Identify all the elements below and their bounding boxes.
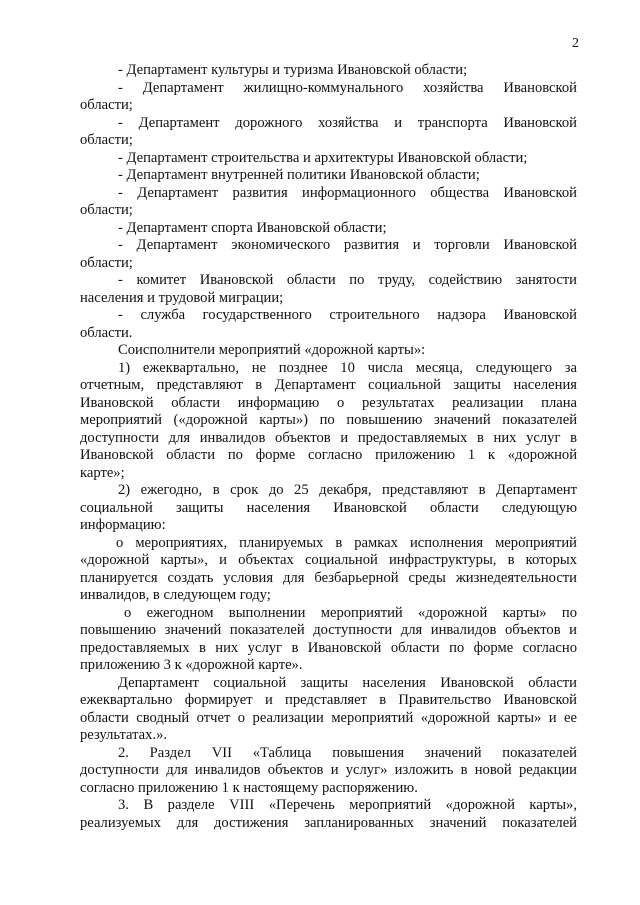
text-line: о мероприятиях, планируемых в рамках исполнения мероприятий	[116, 534, 577, 551]
text-line: населения и трудовой миграции;	[80, 289, 284, 306]
text-line: повышению значений показателей доступности для инвалидов объектов и	[80, 622, 577, 638]
text-line: «дорожной карты», и объектах социальной инфраструктуры, в которых	[80, 552, 577, 568]
text-line: реализуемых для достижения запланированных значений показателей	[80, 814, 577, 831]
text-line: Ивановской области информацию о результатах реализации плана	[80, 394, 577, 411]
text-line: инвалидов, в следующем году;	[80, 587, 271, 603]
document-body	[80, 62, 577, 832]
text-line: области;	[80, 202, 133, 218]
text-line: планируется создать условия для безбарьерной среды жизнедеятельности	[80, 569, 577, 586]
text-line: 3. В разделе VIII «Перечень мероприятий «дорожной карты»,	[118, 797, 577, 813]
text-line: - комитет Ивановской области по труду, содействию занятости	[118, 272, 577, 288]
text-line: области.	[80, 324, 133, 341]
text-line: мероприятий («дорожной карты») по повышению значений показателей	[80, 412, 577, 428]
text-line: - Департамент строительства и архитектуры Ивановской области;	[118, 149, 528, 166]
text-line: доступности для инвалидов объектов и предоставляемых в них услуг в	[80, 429, 577, 446]
text-line: приложению 3 к «дорожной карте».	[80, 657, 303, 673]
text-line: отчетным, представляют в Департамент социальной защиты населения	[80, 377, 577, 393]
page-number: 2	[572, 36, 579, 51]
text-line: доступности для инвалидов объектов и услуг» изложить в новой редакции	[80, 762, 577, 778]
text-line: согласно приложению 1 к настоящему распоряжению.	[80, 779, 418, 796]
text-line: 1) ежеквартально, не позднее 10 числа месяца, следующего за	[118, 359, 577, 376]
text-line: 2. Раздел VII «Таблица повышения значений показателей	[118, 744, 577, 761]
text-line: - Департамент дорожного хозяйства и транспорта Ивановской	[118, 114, 577, 131]
text-line: информацию:	[80, 517, 166, 533]
text-line: - Департамент внутренней политики Ивановской области;	[118, 167, 480, 183]
text-line: области;	[80, 254, 133, 271]
text-line: области;	[80, 132, 133, 148]
text-line: - Департамент спорта Ивановской области;	[118, 219, 387, 236]
text-line: результатах.».	[80, 727, 168, 743]
text-line: Департамент социальной защиты населения Ивановской области	[118, 674, 577, 691]
text-line: области сводный отчет о реализации мероприятий «дорожной карты» и ее	[80, 709, 577, 726]
text-line: области;	[80, 97, 133, 113]
text-line: - служба государственного строительного надзора Ивановской	[118, 307, 577, 323]
text-line: - Департамент развития информационного общества Ивановской	[118, 184, 577, 201]
text-line: 2) ежегодно, в срок до 25 декабря, представляют в Департамент	[118, 482, 577, 498]
text-line: - Департамент жилищно-коммунального хозяйства Ивановской	[118, 79, 577, 96]
text-line: карте»;	[80, 464, 125, 481]
text-line: - Департамент культуры и туризма Ивановской области;	[118, 62, 468, 78]
text-line: ежеквартально формирует и представляет в Правительство Ивановской	[80, 692, 577, 708]
text-line: Соисполнители мероприятий «дорожной карты»:	[118, 342, 426, 358]
text-line: о ежегодном выполнении мероприятий «дорожной карты» по	[124, 604, 577, 621]
text-line: Ивановской области по форме согласно приложению 1 к «дорожной	[80, 447, 577, 463]
text-line: предоставляемых в них услуг в Ивановской области по форме согласно	[80, 639, 577, 656]
text-line: - Департамент экономического развития и торговли Ивановской	[118, 237, 577, 253]
text-line: социальной защиты населения Ивановской области следующую	[80, 499, 577, 516]
